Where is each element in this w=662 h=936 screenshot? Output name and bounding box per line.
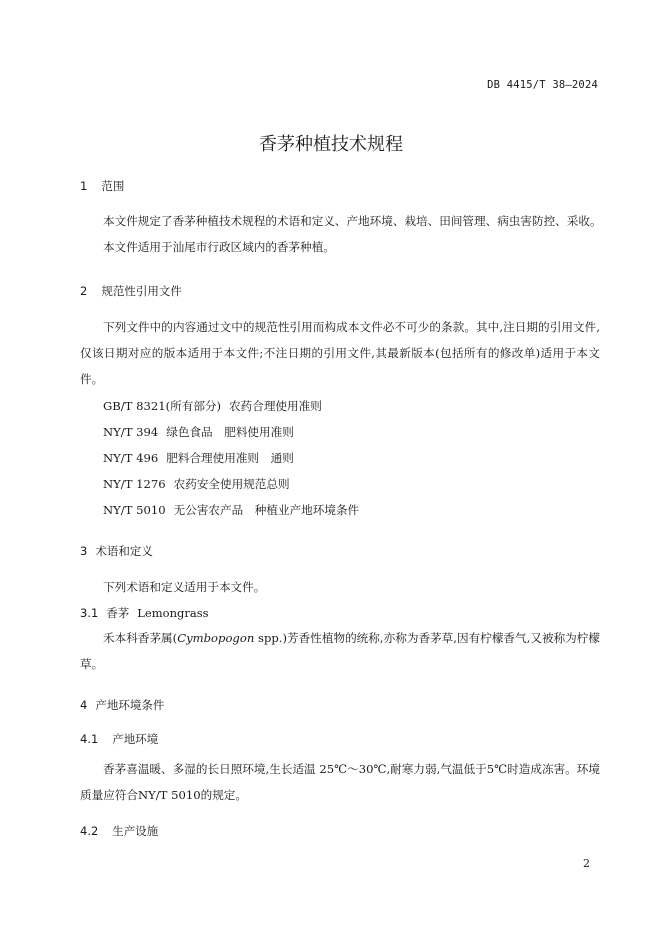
section-number: 3	[80, 544, 88, 558]
section-number: 2	[80, 284, 88, 298]
definition-text: 禾本科香茅属(	[103, 631, 178, 645]
subsection-4-2-heading	[80, 823, 158, 839]
section-title: 产地环境条件	[95, 698, 165, 712]
section-3-heading	[80, 543, 153, 559]
reference-title: 无公害农产品 种植业产地环境条件	[173, 503, 360, 517]
reference-item	[103, 450, 294, 466]
section-title: 术语和定义	[95, 544, 153, 558]
term-chinese: 香茅	[106, 606, 130, 620]
reference-code: NY/T 5010	[103, 503, 166, 517]
subsection-title: 生产设施	[112, 824, 159, 838]
subsection-title: 产地环境	[112, 732, 159, 746]
reference-item	[103, 476, 290, 492]
reference-item	[103, 398, 322, 414]
reference-code: GB/T 8321(所有部分)	[103, 399, 222, 413]
reference-title: 农药合理使用准则	[229, 399, 322, 413]
reference-title: 农药安全使用规范总则	[173, 477, 290, 491]
reference-code: NY/T 1276	[103, 477, 166, 491]
term-definition	[80, 625, 600, 677]
page-number: 2	[583, 857, 590, 870]
document-title: 香茅种植技术规程	[259, 134, 403, 155]
section-1-heading	[80, 178, 124, 194]
term-number: 3.1	[80, 606, 99, 620]
paragraph: 本文件适用于汕尾市行政区域内的香茅种植。	[103, 240, 335, 254]
subsection-number: 4.2	[80, 824, 99, 838]
subsection-4-1-heading	[80, 731, 158, 747]
subsection-number: 4.1	[80, 732, 99, 746]
section-number: 1	[80, 179, 88, 193]
paragraph: 下列术语和定义适用于本文件。	[103, 580, 266, 594]
reference-code: NY/T 394	[103, 425, 159, 439]
document-number: DB 4415/T 38—2024	[487, 79, 598, 91]
reference-title: 肥料合理使用准则 通则	[166, 451, 294, 465]
term-english: Lemongrass	[137, 606, 209, 620]
paragraph: 香茅喜温暖、多湿的长日照环境,生长适温 25℃～30℃,耐寒力弱,气温低于5℃时造成冻害。环境质量应符合NY/T 5010的规定。	[80, 762, 600, 802]
section-title: 范围	[101, 179, 125, 193]
section-title: 规范性引用文件	[101, 284, 182, 298]
reference-item	[103, 502, 359, 518]
reference-title: 绿色食品 肥料使用准则	[166, 425, 294, 439]
paragraph: 下列文件中的内容通过文中的规范性引用而构成本文件必不可少的条款。其中,注日期的引用文件,仅该日期对应的版本适用于本文件;不注日期的引用文件,其最新版本(包括所有的修改单)适用于本文件。	[80, 320, 600, 386]
term-heading	[80, 605, 209, 621]
genus-name: Cymbopogon	[177, 631, 255, 645]
section-2-heading	[80, 283, 182, 299]
reference-item	[103, 424, 294, 440]
paragraph: 本文件规定了香茅种植技术规程的术语和定义、产地环境、栽培、田间管理、病虫害防控、采收。	[103, 214, 602, 228]
section-number: 4	[80, 698, 88, 712]
definition-text: spp.)芳香性植物的统称,亦称为香茅草,因有柠檬香气,又被称为柠檬草。	[80, 631, 600, 671]
reference-code: NY/T 496	[103, 451, 159, 465]
section-4-heading	[80, 697, 164, 713]
